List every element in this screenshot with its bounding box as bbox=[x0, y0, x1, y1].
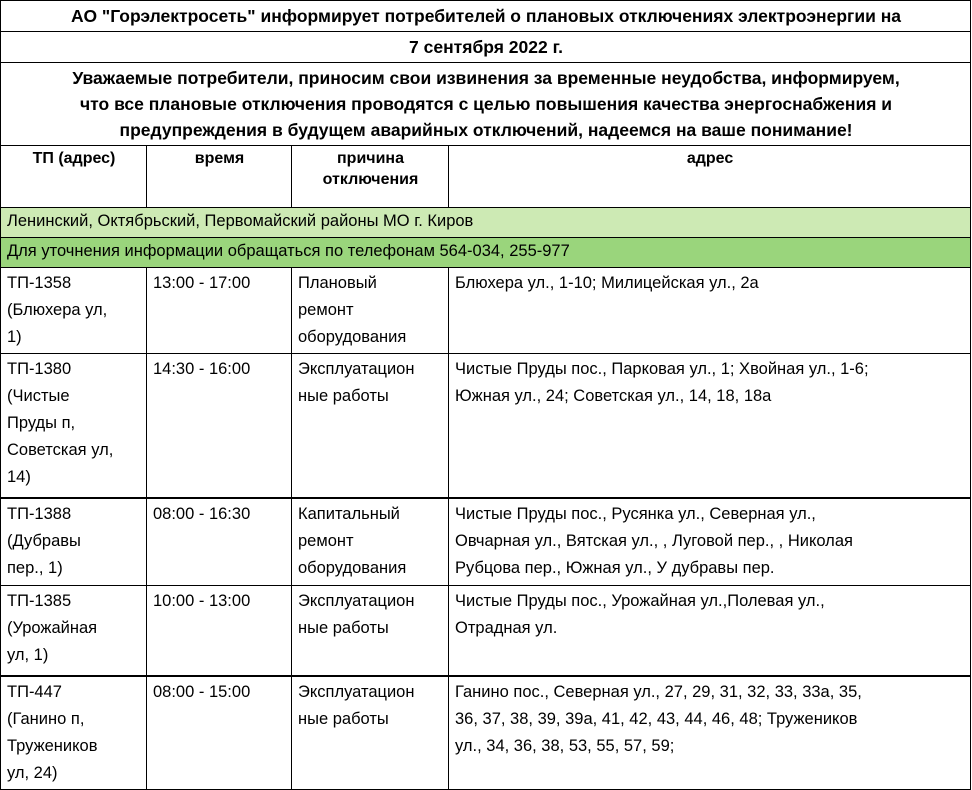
reason-line: ремонт bbox=[298, 531, 354, 550]
tp-line: 14) bbox=[7, 468, 31, 486]
districts-banner: Ленинский, Октябрьский, Первомайский районы МО г. Киров bbox=[1, 208, 971, 238]
column-header-reason-line2: отключения bbox=[322, 171, 419, 188]
cell-address bbox=[449, 586, 971, 676]
cell-time: 14:30 - 16:00 bbox=[147, 354, 292, 498]
notice-paragraph bbox=[1, 63, 971, 146]
cell-address bbox=[449, 676, 971, 790]
cell-reason bbox=[292, 676, 449, 790]
address-line: Чистые Пруды пос., Урожайная ул.,Полевая ул., bbox=[455, 592, 825, 610]
reason-line: ные работы bbox=[298, 709, 389, 728]
tp-line: Пруды п, bbox=[7, 414, 76, 432]
table-header-row bbox=[1, 146, 971, 208]
column-header-reason bbox=[292, 146, 449, 208]
column-header-reason-line1: причина bbox=[337, 150, 404, 167]
address-line: Чистые Пруды пос., Парковая ул., 1; Хвойная ул., 1-6; bbox=[455, 360, 869, 378]
reason-line: Эксплуатацион bbox=[298, 592, 415, 610]
table-row bbox=[1, 268, 971, 354]
reason-line: оборудования bbox=[298, 328, 407, 346]
cell-tp-address bbox=[1, 268, 147, 354]
cell-address bbox=[449, 354, 971, 498]
tp-line: (Урожайная bbox=[7, 619, 98, 637]
address-line: Отрадная ул. bbox=[455, 619, 558, 637]
cell-tp-address bbox=[1, 586, 147, 676]
tp-line: ТП-1385 bbox=[7, 592, 72, 610]
banner-row-phones bbox=[1, 238, 971, 268]
phones-banner: Для уточнения информации обращаться по телефонам 564-034, 255-977 bbox=[1, 238, 971, 268]
cell-tp-address bbox=[1, 676, 147, 790]
tp-line: ТП-447 bbox=[7, 682, 62, 701]
table-row bbox=[1, 498, 971, 586]
address-line: 36, 37, 38, 39, 39а, 41, 42, 43, 44, 46, 48; Тружеников bbox=[455, 709, 858, 728]
tp-line: ул, 24) bbox=[7, 763, 58, 782]
address-line: Южная ул., 24; Советская ул., 14, 18, 18а bbox=[455, 387, 772, 405]
address-line: ул., 34, 36, 38, 53, 55, 57, 59; bbox=[455, 736, 675, 755]
cell-time: 13:00 - 17:00 bbox=[147, 268, 292, 354]
reason-line: Капитальный bbox=[298, 504, 400, 523]
column-header-tp: ТП (адрес) bbox=[1, 146, 147, 208]
table-row bbox=[1, 676, 971, 790]
table-row bbox=[1, 586, 971, 676]
address-line: Блюхера ул., 1-10; Милицейская ул., 2а bbox=[455, 274, 759, 292]
document-title-line1: АО "Горэлектросеть" информирует потребителей о плановых отключениях электроэнергии на bbox=[1, 1, 971, 32]
table-row bbox=[1, 354, 971, 498]
tp-line: Советская ул, bbox=[7, 441, 114, 459]
notice-line-3: предупреждения в будущем аварийных отключений, надеемся на ваше понимание! bbox=[119, 120, 853, 140]
notice-row bbox=[1, 63, 971, 146]
tp-line: Тружеников bbox=[7, 736, 98, 755]
cell-address bbox=[449, 498, 971, 586]
tp-line: (Ганино п, bbox=[7, 709, 85, 728]
cell-time: 08:00 - 16:30 bbox=[147, 498, 292, 586]
tp-line: (Блюхера ул, bbox=[7, 301, 108, 319]
reason-line: оборудования bbox=[298, 558, 407, 577]
reason-line: ные работы bbox=[298, 387, 389, 405]
title-row-2 bbox=[1, 32, 971, 63]
tp-line: (Чистые bbox=[7, 387, 70, 405]
banner-row-districts bbox=[1, 208, 971, 238]
tp-line: пер., 1) bbox=[7, 558, 63, 577]
notice-line-2: что все плановые отключения проводятся с целью повышения качества энергоснабжения и bbox=[80, 94, 893, 114]
cell-reason bbox=[292, 586, 449, 676]
cell-reason bbox=[292, 268, 449, 354]
reason-line: ные работы bbox=[298, 619, 389, 637]
tp-line: ул, 1) bbox=[7, 646, 49, 664]
cell-time: 10:00 - 13:00 bbox=[147, 586, 292, 676]
column-header-address: адрес bbox=[449, 146, 971, 208]
reason-line: Эксплуатацион bbox=[298, 682, 415, 701]
cell-time: 08:00 - 15:00 bbox=[147, 676, 292, 790]
reason-line: ремонт bbox=[298, 301, 354, 319]
address-line: Овчарная ул., Вятская ул., , Луговой пер., , Николая bbox=[455, 531, 853, 550]
cell-tp-address bbox=[1, 354, 147, 498]
document-title-line2: 7 сентября 2022 г. bbox=[1, 32, 971, 63]
cell-address bbox=[449, 268, 971, 354]
cell-tp-address bbox=[1, 498, 147, 586]
tp-line: ТП-1388 bbox=[7, 504, 72, 523]
tp-line: (Дубравы bbox=[7, 531, 81, 550]
reason-line: Эксплуатацион bbox=[298, 360, 415, 378]
reason-line: Плановый bbox=[298, 274, 377, 292]
tp-line: 1) bbox=[7, 328, 22, 346]
cell-reason bbox=[292, 354, 449, 498]
cell-reason bbox=[292, 498, 449, 586]
notice-line-1: Уважаемые потребители, приносим свои извинения за временные неудобства, информируем, bbox=[72, 68, 900, 88]
title-row-1 bbox=[1, 1, 971, 32]
address-line: Чистые Пруды пос., Русянка ул., Северная ул., bbox=[455, 504, 816, 523]
column-header-time: время bbox=[147, 146, 292, 208]
address-line: Ганино пос., Северная ул., 27, 29, 31, 32, 33, 33а, 35, bbox=[455, 682, 862, 701]
tp-line: ТП-1380 bbox=[7, 360, 72, 378]
address-line: Рубцова пер., Южная ул., У дубравы пер. bbox=[455, 558, 775, 577]
tp-line: ТП-1358 bbox=[7, 274, 72, 292]
